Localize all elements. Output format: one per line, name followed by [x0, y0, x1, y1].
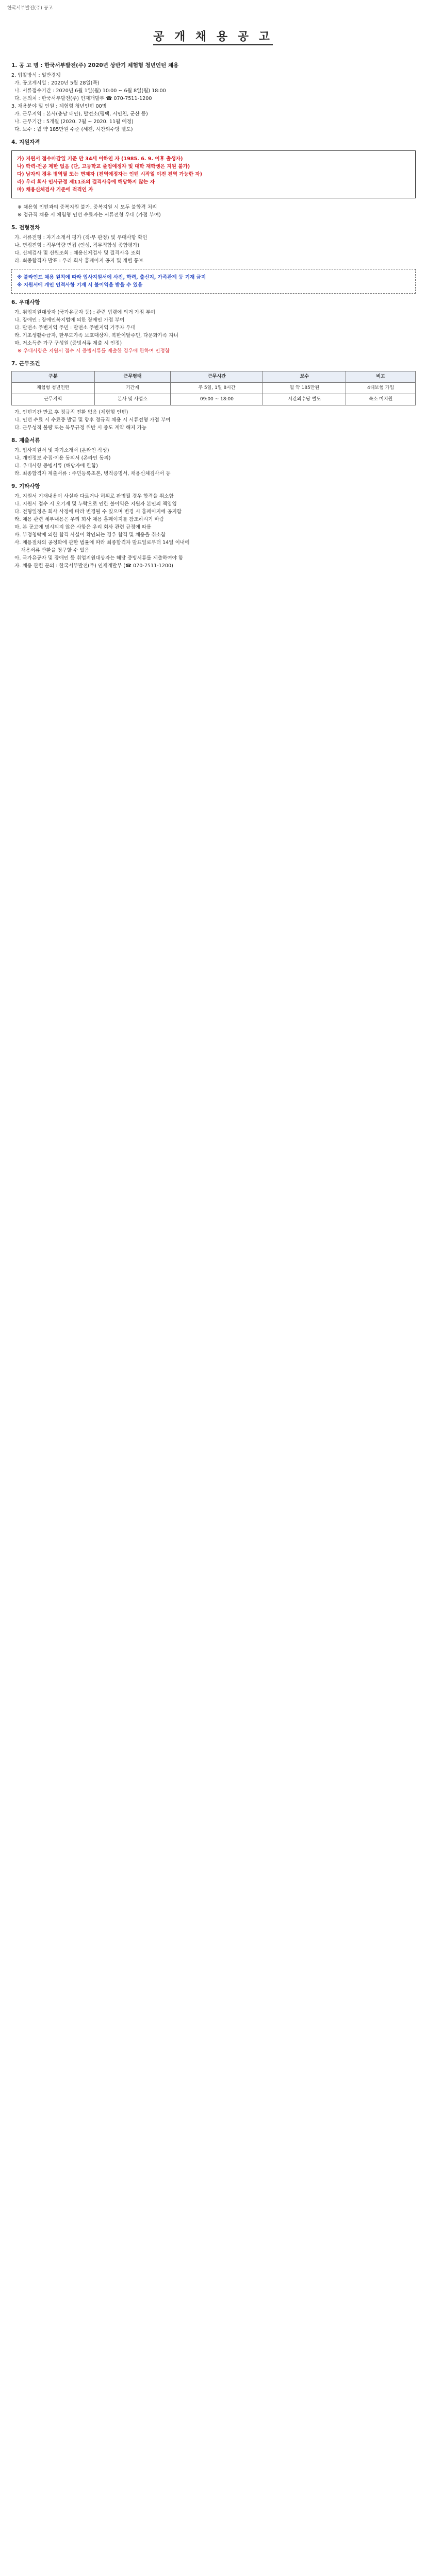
table-header-row: [12, 371, 416, 383]
s7-line-4: 마. 본 공고에 명시되지 않은 사항은 우리 회사 관련 규정에 따름: [11, 524, 152, 530]
section-3: [11, 224, 416, 294]
page-title-text: 공 개 채 용 공 고: [153, 30, 273, 45]
s6-line-0: 가. 입사지원서 및 자기소개서 (온라인 작성): [11, 448, 109, 453]
s7-line-1: 나. 지원서 접수 시 오기재 및 누락으로 인한 불이익은 지원자 본인의 책임임: [11, 501, 177, 507]
s7-line-0: 가. 지원서 기재내용이 사실과 다르거나 허위로 판명될 경우 합격을 취소함: [11, 494, 174, 499]
s5-line-1: 나. 인턴 수료 시 수료증 발급 및 향후 정규직 채용 시 서류전형 가점 부여: [11, 417, 171, 423]
s2-red-line-2: 다) 남자의 경우 병역필 또는 면제자 (전역예정자는 인턴 시작일 이전 전역 가능한 자): [17, 172, 203, 177]
eligibility-box: [11, 150, 416, 198]
section-3-title: 5. 전형절차: [11, 225, 40, 231]
table-cell: 근무지역: [12, 394, 95, 405]
s4-line-2: 다. 발전소 주변지역 주민 : 발전소 주변지역 거주자 우대: [11, 325, 136, 331]
s5-line-0: 가. 인턴기간 만료 후 정규직 전환 없음 (체험형 인턴): [11, 410, 128, 415]
table-cell: 체험형 청년인턴: [12, 383, 95, 394]
s1-line-7: 다. 보수 : 월 약 185만원 수준 (세전, 시간외수당 별도): [11, 127, 133, 132]
section-5-title: 7. 근무조건: [11, 361, 40, 367]
org-line: 한국서부발전(주) 공고: [7, 6, 53, 11]
table-cell: 숙소 미지원: [346, 394, 416, 405]
s1-line-0: 2. 입찰방식 : 일반경쟁: [11, 73, 61, 78]
s2-note-0: ※ 채용형 인턴과의 중복지원 불가, 중복지원 시 모두 불합격 처리: [18, 205, 157, 210]
section-7-title: 9. 기타사항: [11, 483, 40, 489]
blind-hiring-box: [11, 269, 416, 294]
section-6-title: 8. 제출서류: [11, 437, 40, 444]
s7-line-7: 채용서류 반환을 청구할 수 있음: [11, 548, 89, 553]
table-cell: 월 약 185만원: [263, 383, 346, 394]
s1-line-3: 다. 문의처 : 한국서부발전(주) 인재개발부 ☎ 070-7511-1200: [11, 96, 152, 101]
section-4-title: 6. 우대사항: [11, 299, 40, 306]
document-body: [11, 57, 416, 570]
section-5: [11, 360, 416, 432]
s1-line-6: 나. 근무기간 : 5개월 (2020. 7월 ~ 2020. 11월 예정): [11, 119, 134, 125]
section-4: [11, 299, 416, 355]
s3-line-2: 다. 신체검사 및 신원조회 : 채용신체검사 및 결격사유 조회: [11, 250, 140, 256]
s4-red-note: ※ 우대사항은 지원서 접수 시 증빙서류를 제출한 경우에 한하여 인정함: [18, 348, 170, 354]
s4-line-3: 라. 기초생활수급자, 한부모가족 보호대상자, 북한이탈주민, 다문화가족 자녀: [11, 333, 178, 338]
table-cell: 주 5일, 1일 8시간: [171, 383, 263, 394]
s6-line-1: 나. 개인정보 수집·이용 동의서 (온라인 동의): [11, 455, 111, 461]
s4-line-0: 가. 취업지원대상자 (국가유공자 등) : 관련 법령에 의거 가점 부여: [11, 310, 156, 315]
s6-line-2: 다. 우대사항 증빙서류 (해당자에 한함): [11, 463, 98, 469]
s7-line-8: 아. 국가유공자 및 장애인 등 취업지원대상자는 해당 증빙서류를 제출하여야 함: [11, 555, 184, 561]
s7-line-2: 다. 전형일정은 회사 사정에 따라 변경될 수 있으며 변경 시 홈페이지에 공지함: [11, 509, 182, 515]
s2-red-line-1: 나) 학력·전공 제한 없음 (단, 고등학교 졸업예정자 및 대학 재학생은 지원 불가): [17, 164, 190, 170]
section-7: [11, 483, 416, 570]
table-header-cell: 구분: [12, 371, 95, 383]
s5-line-2: 다. 근무성적 불량 또는 복무규정 위반 시 중도 계약 해지 가능: [11, 425, 147, 431]
s3-line-3: 라. 최종합격자 발표 : 우리 회사 홈페이지 공지 및 개별 통보: [11, 258, 144, 264]
section-1-title: 1. 공 고 명 : 한국서부발전(주) 2020년 상반기 체험형 청년인턴 채용: [11, 62, 179, 69]
work-conditions-table: [11, 371, 416, 405]
s2-red-line-3: 라) 우리 회사 인사규정 제11조의 결격사유에 해당하지 않는 자: [17, 179, 155, 185]
s3-line-1: 나. 면접전형 : 직무역량 면접 (인성, 직무적합성 종합평가): [11, 243, 140, 248]
table-cell: 본사 및 사업소: [94, 394, 171, 405]
section-6: [11, 437, 416, 478]
s7-line-3: 라. 채용 관련 세부내용은 우리 회사 채용 홈페이지를 참조하시기 바람: [11, 517, 165, 522]
s4-line-4: 마. 저소득층 가구 구성원 (증빙서류 제출 시 인정): [11, 341, 122, 346]
table-header-cell: 근무형태: [94, 371, 171, 383]
s7-line-9: 자. 채용 관련 문의 : 한국서부발전(주) 인재개발부 (☎ 070-7511-1200): [11, 563, 173, 569]
s2-red-line-4: 마) 채용신체검사 기준에 적격인 자: [17, 187, 93, 193]
section-1: [11, 62, 416, 133]
table-header-cell: 비고: [346, 371, 416, 383]
s4-line-1: 나. 장애인 : 장애인복지법에 의한 장애인 가점 부여: [11, 317, 125, 323]
table-row: [12, 394, 416, 405]
s2-red-line-0: 가) 지원서 접수마감일 기준 만 34세 이하인 자 (1985. 6. 9. 이후 출생자): [17, 156, 183, 162]
s7-line-5: 바. 부정청탁에 의한 합격 사실이 확인되는 경우 합격 및 채용을 취소함: [11, 532, 166, 538]
table-cell: 시간외수당 별도: [263, 394, 346, 405]
s1-line-5: 가. 근무지역 : 본사(충남 태안), 발전소(평택, 서인천, 군산 등): [11, 111, 148, 117]
table-header-cell: 보수: [263, 371, 346, 383]
s3-line-0: 가. 서류전형 : 자기소개서 평가 (적·부 판정) 및 우대사항 확인: [11, 235, 148, 241]
s1-line-2: 나. 서류접수기간 : 2020년 6월 1일(월) 10:00 ~ 6월 8일(월) 18:00: [11, 88, 166, 94]
section-2-title: 4. 지원자격: [11, 139, 40, 145]
s1-line-1: 가. 공고게시일 : 2020년 5월 28일(목): [11, 80, 100, 86]
table-cell: 4대보험 가입: [346, 383, 416, 394]
s6-line-3: 라. 최종합격자 제출서류 : 주민등록초본, 병적증명서, 채용신체검사서 등: [11, 471, 171, 477]
table-cell: 09:00 ~ 18:00: [171, 394, 263, 405]
s3-blue-line-0: ※ 블라인드 채용 원칙에 따라 입사지원서에 사진, 학력, 출신지, 가족관계 등 기재 금지: [17, 275, 206, 280]
table-row: [12, 383, 416, 394]
s7-line-6: 사. 채용절차의 공정화에 관한 법률에 따라 최종합격자 발표일로부터 14일 이내에: [11, 540, 190, 546]
s2-note-1: ※ 정규직 채용 시 체험형 인턴 수료자는 서류전형 우대 (가점 부여): [18, 212, 161, 218]
s3-blue-line-1: ※ 지원서에 개인 인적사항 기재 시 불이익을 받을 수 있음: [17, 282, 143, 288]
table-cell: 기간제: [94, 383, 171, 394]
page-title: [0, 28, 426, 44]
table-header-cell: 근무시간: [171, 371, 263, 383]
section-2: [11, 139, 416, 219]
s1-line-4: 3. 채용분야 및 인원 : 체험형 청년인턴 00명: [11, 104, 107, 109]
